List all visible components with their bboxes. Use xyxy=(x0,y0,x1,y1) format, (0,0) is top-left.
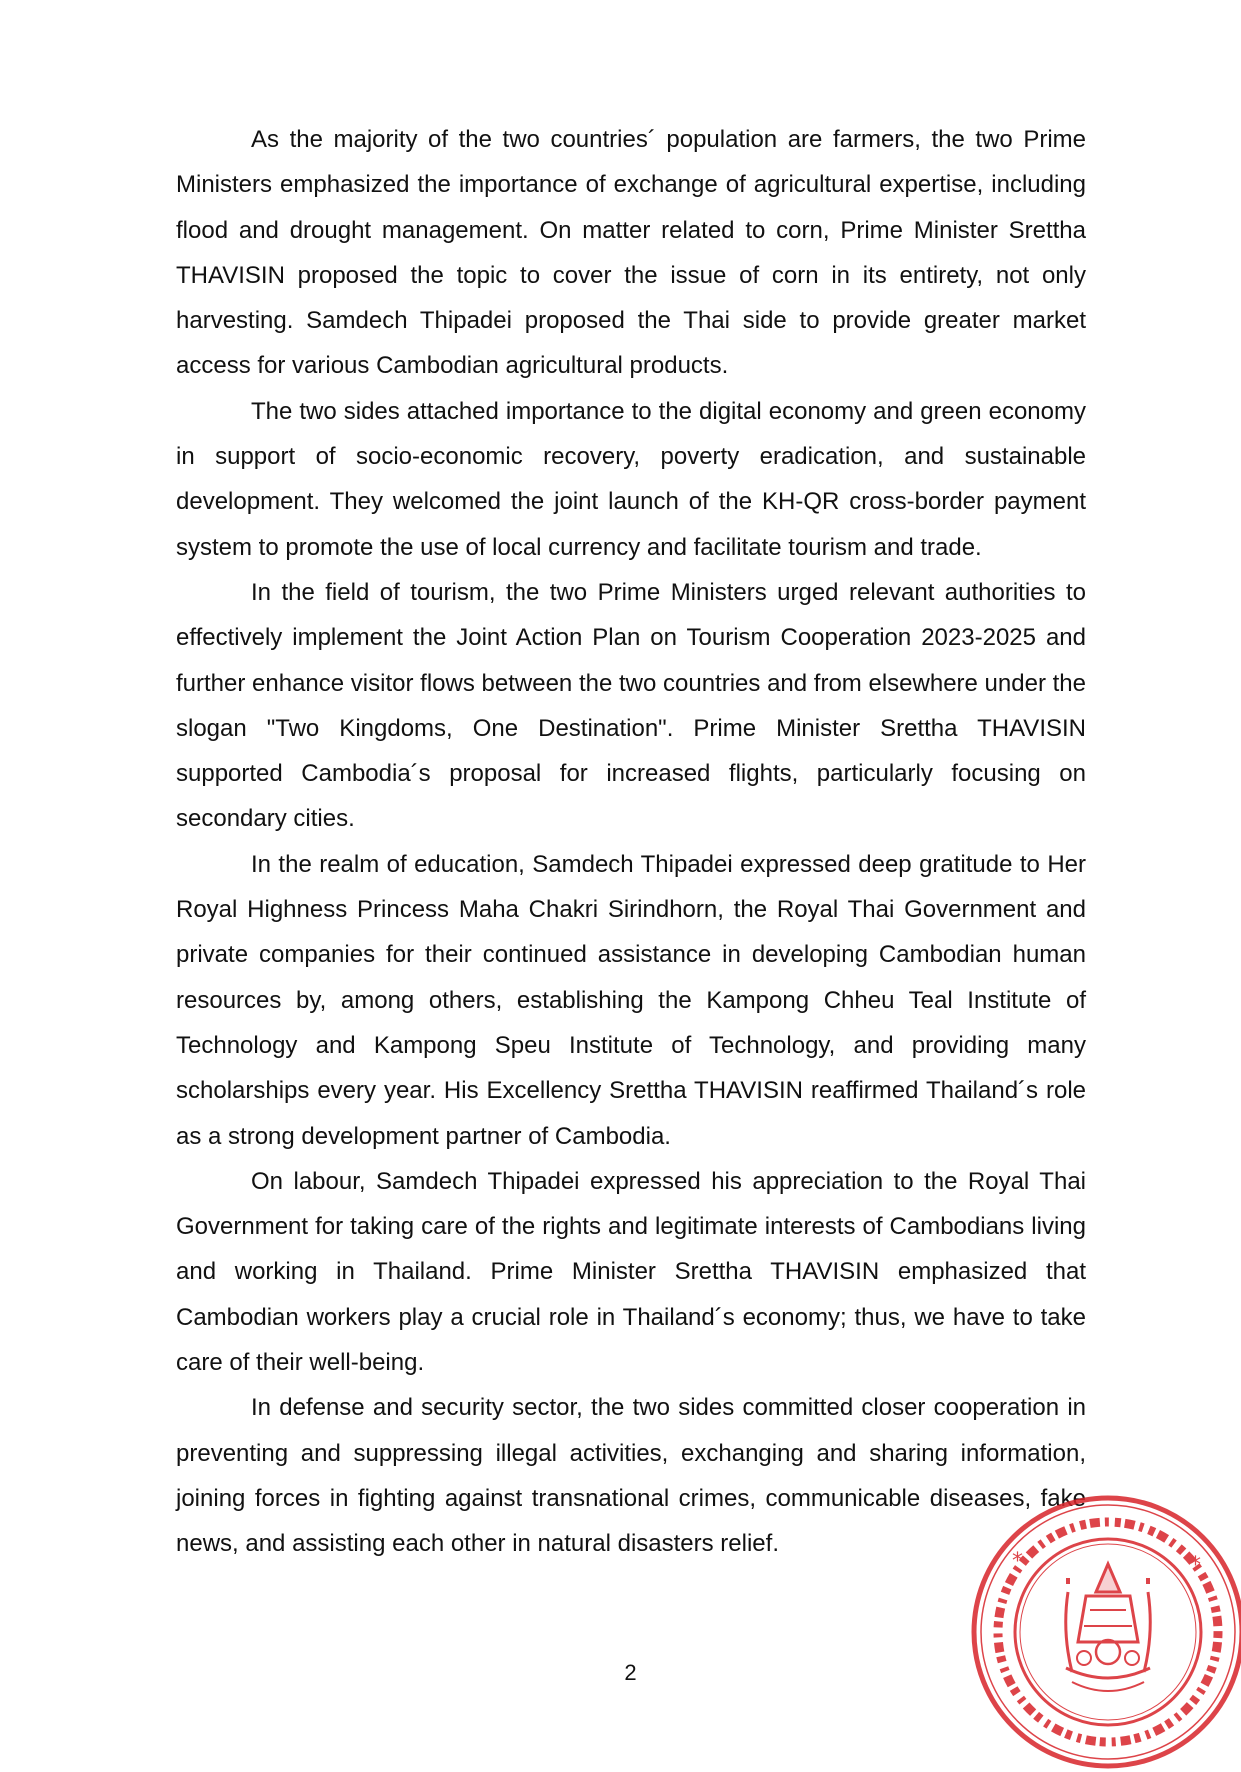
paragraph-labour: On labour, Samdech Thipadei expressed his appreciation to the Royal Thai Government for taking care of the rights and legitimate interests of Cambodians living and working in Thailand. Prime Minister Srettha THAVISIN emphasized that Cambodian workers play a crucial role in Thailand´s economy; thus, we have to take care of their well-being. xyxy=(176,1167,1086,1377)
document-body xyxy=(176,117,1086,1567)
paragraph-agriculture: As the majority of the two countries´ population are farmers, the two Prime Ministers emphasized the importance of exchange of agricultural expertise, including flood and drought management. On matter related to corn, Prime Minister Srettha THAVISIN proposed the topic to cover the issue of corn in its entirety, not only harvesting. Samdech Thipadei proposed the Thai side to provide greater market access for various Cambodian agricultural products. xyxy=(176,126,1086,380)
paragraph-defense-security: In defense and security sector, the two sides committed closer cooperation in preventing and suppressing illegal activities, exchanging and sharing information, joining forces in fighting against transnational crimes, communicable diseases, fake news, and assisting each other in natural disasters relief. xyxy=(176,1394,1086,1558)
paragraph-tourism: In the field of tourism, the two Prime Ministers urged relevant authorities to effectively implement the Joint Action Plan on Tourism Cooperation 2023-2025 and further enhance visitor flows between the two countries and from elsewhere under the slogan "Two Kingdoms, One Destination". Prime Minister Srettha THAVISIN supported Cambodia´s proposal for increased flights, particularly focusing on secondary cities. xyxy=(176,578,1086,833)
svg-text:*: * xyxy=(1190,1553,1201,1578)
official-seal-icon xyxy=(968,1492,1241,1772)
svg-text:*: * xyxy=(1012,1549,1023,1574)
paragraph-education: In the realm of education, Samdech Thipadei expressed deep gratitude to Her Royal Highness Princess Maha Chakri Sirindhorn, the Royal Thai Government and private companies for their continued assistance in developing Cambodian human resources by, among others, establishing the Kampong Chheu Teal Institute of Technology and Kampong Speu Institute of Technology, and providing many scholarships every year. His Excellency Srettha THAVISIN reaffirmed Thailand´s role as a strong development partner of Cambodia. xyxy=(176,850,1086,1150)
page-number: 2 xyxy=(624,1660,637,1685)
paragraph-digital-economy: The two sides attached importance to the digital economy and green economy in support of socio-economic recovery, poverty eradication, and sustainable development. They welcomed the joint launch of the KH-QR cross-border payment system to promote the use of local currency and facilitate tourism and trade. xyxy=(176,397,1086,561)
